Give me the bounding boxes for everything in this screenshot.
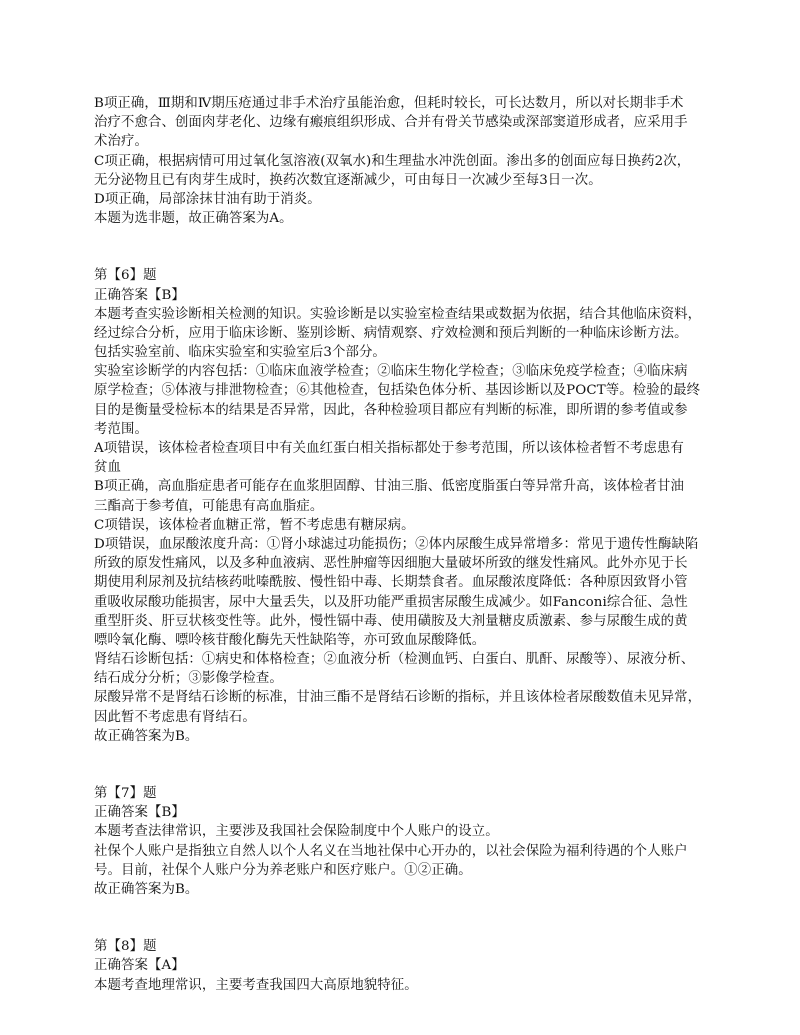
correct-answer: 正确答案【A】 [94, 958, 185, 974]
question-6-section [94, 266, 716, 746]
text-line: 三酯高于参考值，可能患有高血脂症。 [94, 498, 324, 514]
text-line: 嘌呤氧化酶、嘌呤核苷酸化酶先天性缺陷等，亦可致血尿酸降低。 [94, 632, 486, 648]
text-line: 无分泌物且已有肉芽生成时，换药次数宜逐渐减少，可由每日一次减少至每3日一次。 [94, 172, 602, 188]
text-line: 本题考查法律常识，主要涉及我国社会保险制度中个人账户的设立。 [94, 824, 499, 840]
text-line: 重吸收尿酸功能损害，尿中大量丢失，以及肝功能严重损害尿酸生成减少。如Fanconi综合征、急性 [94, 594, 688, 610]
text-line: 结石成分分析；③影像学检查。 [94, 671, 283, 687]
text-line: 重型肝炎、肝豆状核变性等。此外，慢性镉中毒、使用磺胺及大剂量糖皮质激素、参与尿酸生成的黄 [94, 613, 688, 629]
text-line: 故正确答案为B。 [94, 881, 199, 897]
text-line: D项正确，局部涂抹甘油有助于消炎。 [94, 191, 321, 207]
text-line: 考范围。 [94, 421, 148, 437]
question-title: 第【6】题 [94, 268, 157, 284]
text-line: 故正确答案为B。 [94, 728, 199, 744]
question-7-section [94, 784, 716, 899]
text-line: 术治疗。 [94, 134, 148, 150]
text-line: 期使用利尿剂及抗结核药吡嗪酰胺、慢性铅中毒、长期禁食者。血尿酸浓度降低：各种原因致肾小管 [94, 575, 688, 591]
section-gap [94, 746, 716, 784]
text-line: 经过综合分析，应用于临床诊断、鉴别诊断、病情观察、疗效检测和预后判断的一种临床诊断方法。 [94, 325, 688, 341]
section-gap [94, 228, 716, 266]
text-line: 号。目前，社保个人账户分为养老账户和医疗账户。①②正确。 [94, 862, 472, 878]
question-title: 第【8】题 [94, 939, 157, 955]
text-line: B项正确，高血脂症患者可能存在血浆胆固醇、甘油三脂、低密度脂蛋白等异常升高，该体检者甘油 [94, 479, 685, 495]
text-line: 本题为选非题，故正确答案为A。 [94, 211, 293, 227]
text-line: 治疗不愈合、创面肉芽老化、边缘有瘢痕组织形成、合并有骨关节感染或深部窦道形成者，应采用手 [94, 115, 688, 131]
text-line: C项正确，根据病情可用过氧化氢溶液(双氧水)和生理盐水冲洗创面。渗出多的创面应每日换药2次， [94, 153, 691, 169]
text-line: 社保个人账户是指独立自然人以个人名义在当地社保中心开办的，以社会保险为福利待遇的个人账户 [94, 843, 688, 859]
text-line: 包括实验室前、临床实验室和实验室后3个部分。 [94, 345, 386, 361]
text-line: 本题考查实验诊断相关检测的知识。实验诊断是以实验室检查结果或数据为依据，结合其他临床资料， [94, 306, 702, 322]
text-line: C项错误，该体检者血糖正常，暂不考虑患有糖尿病。 [94, 517, 415, 533]
section-gap [94, 899, 716, 937]
correct-answer: 正确答案【B】 [94, 805, 185, 821]
text-line: 肾结石诊断包括：①病史和体格检查；②血液分析（检测血钙、白蛋白、肌酐、尿酸等）、尿液分析、 [94, 652, 695, 668]
question-8-section [94, 937, 716, 995]
text-line: 原学检查；⑤体液与排泄物检查；⑥其他检查，包括染色体分析、基因诊断以及POCT等。检验的最终 [94, 383, 701, 399]
text-line: 贫血 [94, 460, 121, 476]
text-line: 实验室诊断学的内容包括：①临床血液学检查；②临床生物化学检查；③临床免疫学检查；④临床病 [94, 364, 688, 380]
intro-section [94, 94, 716, 228]
document-page [94, 94, 716, 995]
text-line: 尿酸异常不是肾结石诊断的标准，甘油三酯不是肾结石诊断的指标，并且该体检者尿酸数值未见异常， [94, 690, 702, 706]
question-title: 第【7】题 [94, 786, 157, 801]
text-line: D项错误，血尿酸浓度升高：①肾小球滤过功能损伤；②体内尿酸生成异常增多：常见于遗传性酶缺陷 [94, 536, 699, 552]
text-line: 所致的原发性痛风，以及多种血液病、恶性肿瘤等因细胞大量破坏所致的继发性痛风。此外亦见于长 [94, 556, 688, 572]
text-line: 本题考查地理常识，主要考查我国四大高原地貌特征。 [94, 977, 418, 993]
text-line: B项正确，Ⅲ期和Ⅳ期压疮通过非手术治疗虽能治愈，但耗时较长，可长达数月，所以对长期非手术 [94, 96, 684, 111]
text-line: 目的是衡量受检标本的结果是否异常，因此，各种检验项目都应有判断的标准，即所谓的参考值或参 [94, 402, 688, 418]
correct-answer: 正确答案【B】 [94, 287, 185, 303]
text-line: A项错误，该体检者检查项目中有关血红蛋白相关指标都处于参考范围，所以该体检者暂不考虑患有 [94, 441, 684, 456]
text-line: 因此暂不考虑患有肾结石。 [94, 709, 256, 725]
